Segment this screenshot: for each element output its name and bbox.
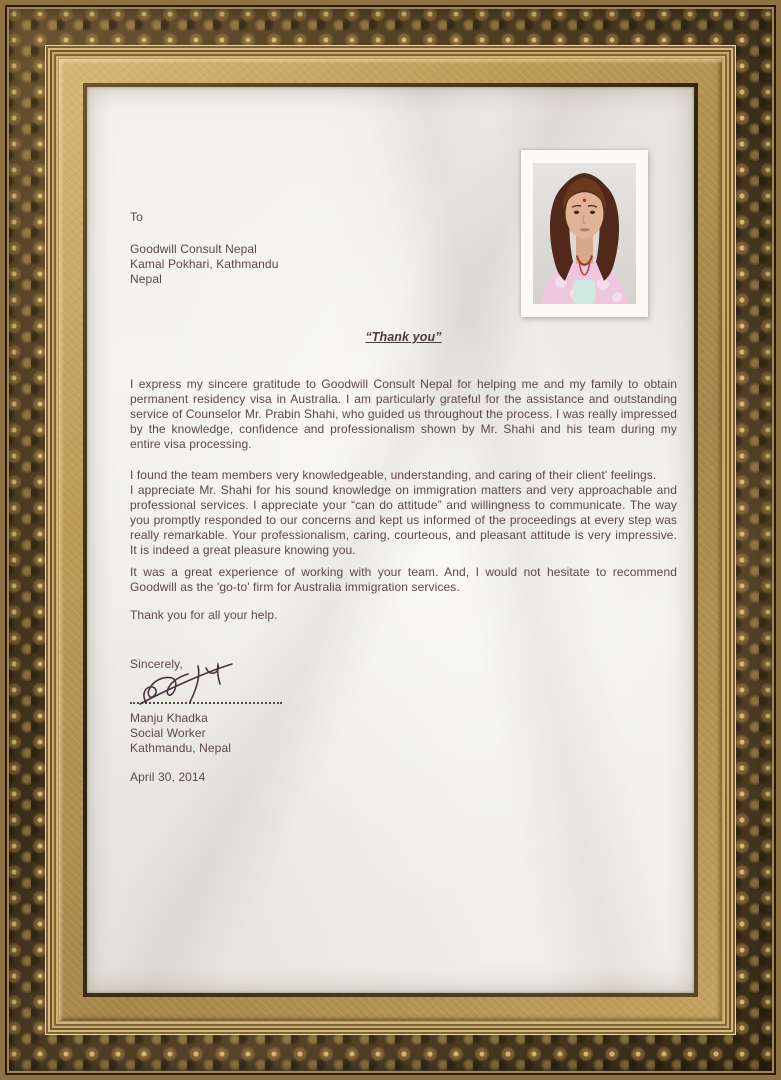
paragraph-text: I appreciate Mr. Shahi for his sound knowledge on immigration matters and very approachable and professional services. I appreciate your “can do attitude” and willingness to communicate. The way you promptly responded to our concerns and kept us informed of the proceedings at every step was really remarkable. Your professionalism, caring, courteous, and pleasant attitude is very impressive. It is indeed a great pleasure knowing you. bbox=[130, 483, 677, 557]
closing-line: Thank you for all your help. bbox=[130, 608, 278, 622]
paragraph-line: I found the team members very knowledgeable, understanding, and caring of their client' feelings. bbox=[130, 468, 657, 482]
signature-dotted-line bbox=[130, 702, 282, 704]
address-line: Goodwill Consult Nepal bbox=[130, 242, 257, 256]
letter-date: April 30, 2014 bbox=[130, 770, 206, 784]
paragraph-recommendation: It was a great experience of working with your team. And, I would not hesitate to recommend Goodwill as the 'go-to' firm for Australia immigration services. bbox=[130, 565, 677, 594]
salutation-text: To bbox=[130, 210, 143, 224]
recipient-salutation bbox=[130, 210, 677, 225]
picture-frame-gold-slope bbox=[59, 59, 722, 1021]
picture-frame-ridge-band bbox=[45, 45, 736, 1035]
address-line: Nepal bbox=[130, 272, 162, 286]
recipient-address bbox=[130, 242, 677, 287]
address-line: Kamal Pokhari, Kathmandu bbox=[130, 257, 279, 271]
letter-content bbox=[130, 210, 677, 785]
letter-title: “Thank you” bbox=[365, 330, 442, 344]
signatory-name: Manju Khadka bbox=[130, 711, 208, 725]
signatory-block bbox=[130, 711, 677, 756]
paragraph-gratitude: I express my sincere gratitude to Goodwill Consult Nepal for helping me and my family to obtain permanent residency visa in Australia. I am particularly grateful for the assistance and outstanding service of Counselor Mr. Prabin Shahi, who guided us throughout the process. I was really impressed by the knowledge, confidence and professionalism shown by Mr. Shahi and his team during my entire visa processing. bbox=[130, 377, 677, 451]
signatory-location: Kathmandu, Nepal bbox=[130, 741, 231, 755]
picture-frame-inner-lip bbox=[83, 83, 698, 997]
signoff-line: Sincerely, bbox=[130, 657, 183, 671]
letter-paper bbox=[87, 87, 694, 993]
paragraph-team-appreciation bbox=[130, 468, 677, 558]
signatory-role: Social Worker bbox=[130, 726, 206, 740]
